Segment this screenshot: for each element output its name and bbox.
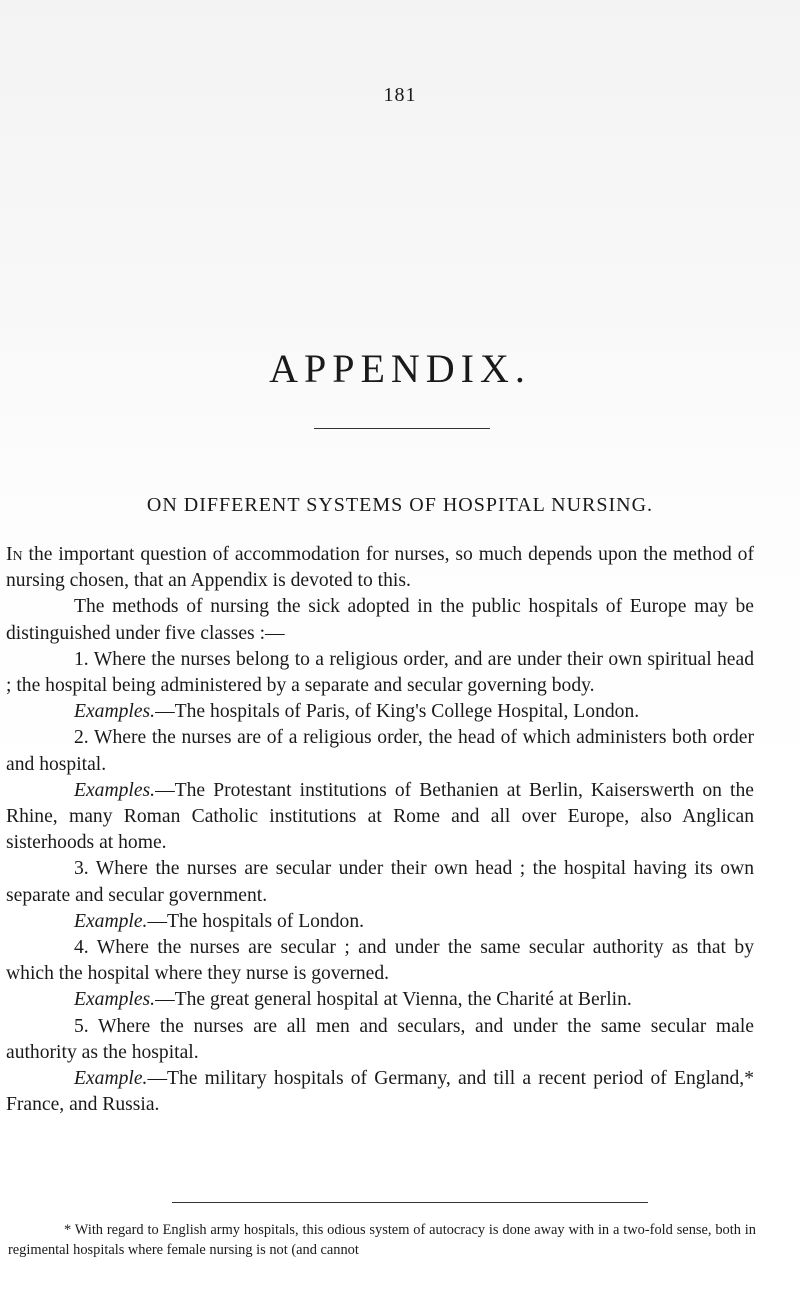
item-3: 3. Where the nurses are secular under their own head ; the hospital having its own separate and secular government. xyxy=(6,858,754,906)
intro-paragraph xyxy=(6,542,754,594)
footnote-divider xyxy=(172,1202,648,1203)
item-1: 1. Where the nurses belong to a religious order, and are under their own spiritual head ; the hospital being administered by a separate and secular governing body. xyxy=(6,648,754,697)
example-label: Examples. xyxy=(74,779,156,801)
methods-paragraph: The methods of nursing the sick adopted in the public hospitals of Europe may be distinguished under five classes :— xyxy=(6,596,754,644)
body-text xyxy=(6,542,754,1118)
example-4 xyxy=(6,987,754,1013)
item-4: 4. Where the nurses are secular ; and under the same secular authority as that by which the hospital where they nurse is governed. xyxy=(6,937,754,985)
section-heading: ON DIFFERENT SYSTEMS OF HOSPITAL NURSING. xyxy=(146,494,654,516)
example-text: —The Protestant institutions of Bethanien at Berlin, Kaiserswerth on the Rhine, many Roman Catholic institutions at Rome and all over Europe, also Anglican sisterhoods at home. xyxy=(6,779,754,854)
example-label: Example. xyxy=(74,1068,148,1090)
footnote xyxy=(8,1220,756,1260)
example-2 xyxy=(6,778,754,857)
example-label: Example. xyxy=(74,910,148,932)
example-label: Examples. xyxy=(74,989,156,1011)
page-number: 181 xyxy=(383,84,417,106)
footnote-text: * With regard to English army hospitals, this odious system of autocracy is done away with in a two-fold sense, both in regimental hospitals where female nursing is not (and cannot xyxy=(8,1222,756,1258)
example-text: —The great general hospital at Vienna, the Charité at Berlin. xyxy=(155,989,632,1011)
appendix-title: APPENDIX. xyxy=(269,345,531,391)
intro-text: the important question of accommodation for nurses, so much depends upon the method of nursing chosen, that an Appendix is devoted to this. xyxy=(6,544,754,592)
example-text: —The hospitals of Paris, of King's College Hospital, London. xyxy=(155,701,640,723)
example-5 xyxy=(6,1066,754,1118)
item-5: 5. Where the nurses are all men and seculars, and under the same secular male authority as the hospital. xyxy=(6,1015,754,1063)
example-text: —The hospitals of London. xyxy=(147,910,365,932)
example-text: —The military hospitals of Germany, and till a recent period of England,* France, and Russia. xyxy=(6,1068,754,1116)
example-3 xyxy=(6,909,754,935)
title-divider xyxy=(314,428,490,429)
example-label: Examples. xyxy=(74,701,156,723)
example-1 xyxy=(6,699,754,725)
drop-lead-word: In xyxy=(6,544,23,565)
item-2: 2. Where the nurses are of a religious order, the head of which administers both order and hospital. xyxy=(6,727,754,775)
